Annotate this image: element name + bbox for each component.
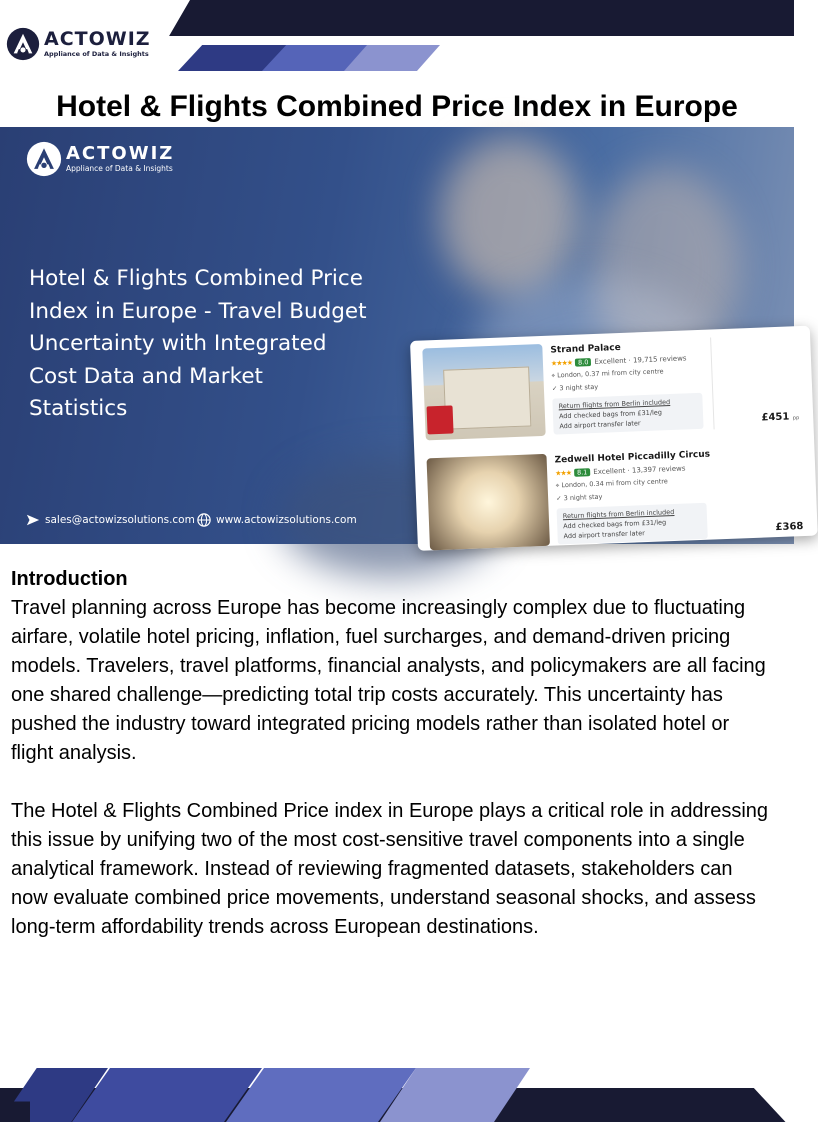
review-score: 8.0 <box>575 358 592 367</box>
flight-included-text: Return flights from Berlin included <box>562 507 675 521</box>
hero-brand-logo <box>26 141 174 177</box>
star-rating-icon: ★★★ <box>555 468 572 478</box>
brand-tagline: Appliance of Data & Insights <box>44 50 149 59</box>
article-body <box>11 565 771 942</box>
brand-logo <box>6 27 151 61</box>
hero-email[interactable] <box>26 513 195 527</box>
hotel-price: £368 <box>775 521 804 534</box>
hero-background-shape <box>440 137 580 297</box>
hotel-photo <box>427 454 550 551</box>
hero-heading <box>29 263 429 426</box>
review-score: 8.1 <box>574 468 591 477</box>
star-rating-icon: ★★★★ <box>550 358 573 368</box>
hotel-stay: ✓ 3 night stay <box>556 492 603 503</box>
paragraph: Travel planning across Europe has become increasingly complex due to fluctuating airfare, volatile hotel pricing, inflation, fuel surcharges, and demand-driven pricing models. Travelers, travel platforms, financial analysts, and policymakers are all facing one shared challenge—predicting total trip costs accurately. This uncertainty has pushed the industry toward integrated pricing models rather than isolated hotel or flight analysis. <box>11 597 766 764</box>
globe-icon <box>197 513 211 527</box>
send-icon <box>26 513 40 527</box>
extras-box <box>552 393 703 435</box>
page-title: Hotel & Flights Combined Price Index in Europe <box>56 90 738 123</box>
hotel-location: ⌖ London, 0.37 mi from city centre <box>551 367 664 380</box>
hotel-info <box>550 339 714 441</box>
hotel-info <box>555 449 719 551</box>
review-text: Excellent · 19,715 reviews <box>594 354 687 366</box>
hotel-photo <box>422 344 545 441</box>
extra-bags-text: Add checked bags from £31/leg <box>563 518 667 531</box>
actowiz-logo-icon <box>26 141 62 177</box>
hero-heading-line: Statistics <box>29 396 128 421</box>
extra-bags-text: Add checked bags from £31/leg <box>558 408 663 421</box>
building-illustration <box>443 366 531 429</box>
hero-heading-line: Index in Europe - Travel Budget <box>29 298 367 324</box>
extras-box <box>557 503 708 545</box>
hero-heading-line: Uncertainty with Integrated <box>29 331 327 356</box>
hotel-listing-card <box>410 326 818 551</box>
hotel-price: £451 pp <box>761 411 800 424</box>
hotel-name: Zedwell Hotel Piccadilly Circus <box>554 449 711 466</box>
hero-banner <box>0 127 804 544</box>
hotel-location: ⌖ London, 0.34 mi from city centre <box>555 477 668 490</box>
bus-illustration <box>427 405 454 434</box>
extra-transfer-text: Add airport transfer later <box>559 419 641 431</box>
brand-name: ACTOWIZ <box>44 28 151 51</box>
section-heading: Introduction <box>11 568 128 590</box>
hero-website-text: www.actowizsolutions.com <box>216 514 357 526</box>
hero-brand-tagline: Appliance of Data & Insights <box>66 164 173 174</box>
hotel-name: Strand Palace <box>550 342 621 356</box>
hero-heading-line: Hotel & Flights Combined Price <box>29 266 363 291</box>
hero-brand-name: ACTOWIZ <box>66 143 175 165</box>
hero-heading-line: Cost Data and Market <box>29 363 263 389</box>
hotel-listing[interactable] <box>427 444 811 559</box>
hero-website[interactable] <box>197 513 357 527</box>
actowiz-logo-icon <box>6 27 40 61</box>
hotel-stay: ✓ 3 night stay <box>551 382 599 393</box>
hotel-listing[interactable] <box>422 334 806 449</box>
flight-included-text: Return flights from Berlin included <box>558 398 671 411</box>
extra-transfer-text: Add airport transfer later <box>563 529 645 541</box>
hero-email-text: sales@actowizsolutions.com <box>45 514 195 526</box>
paragraph: The Hotel & Flights Combined Price index in Europe plays a critical role in addressing this issue by unifying two of the most cost-sensitive travel components into a single analytical framework. Instead of reviewing fragmented datasets, stakeholders can now evaluate combined price movements, understand seasonal shocks, and assess long-term affordability trends across European destinations. <box>11 800 769 938</box>
review-text: Excellent · 13,397 reviews <box>593 464 686 477</box>
